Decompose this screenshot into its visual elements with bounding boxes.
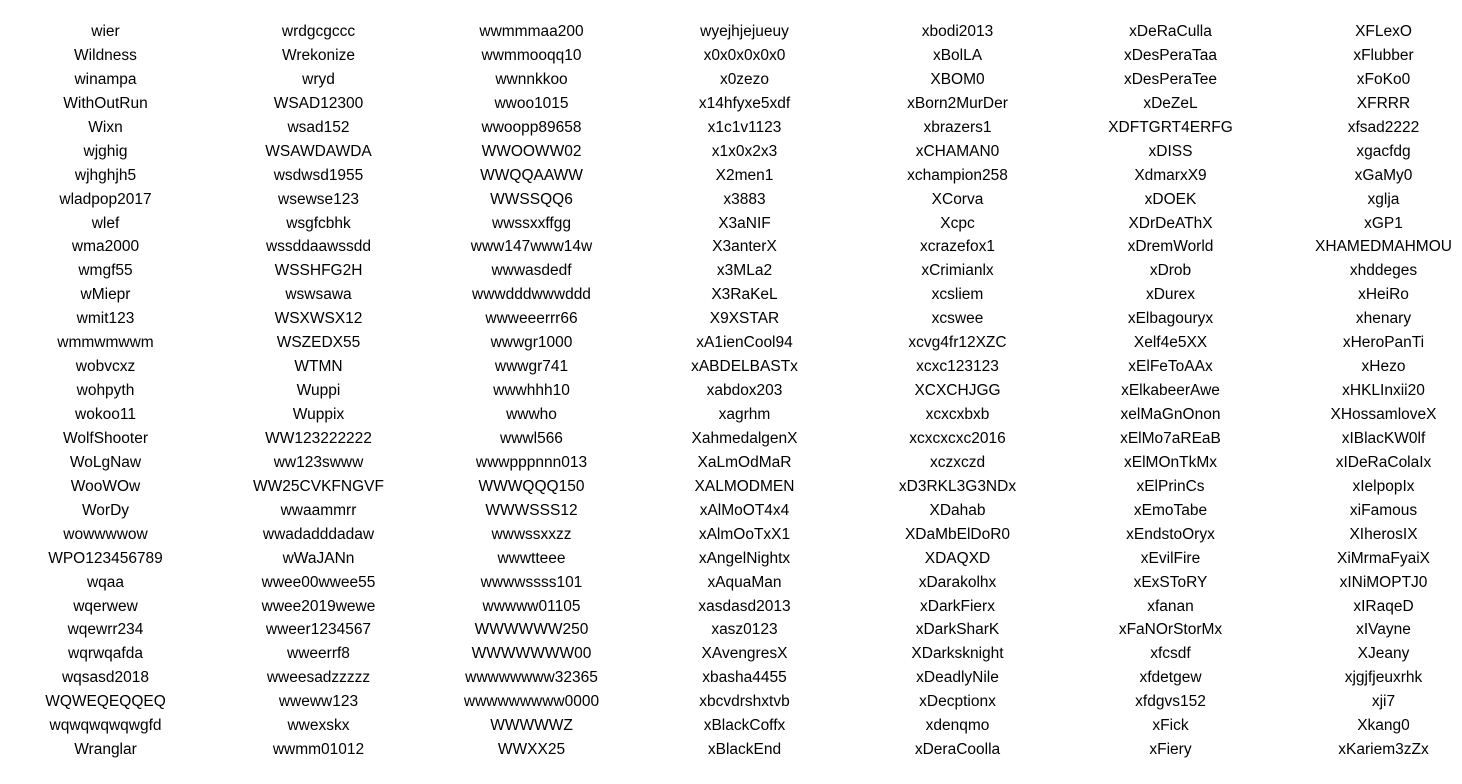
cell-text: wWaJANn: [282, 549, 355, 567]
cell-text: xDecptionx: [919, 693, 996, 711]
cell-text: xhddeges: [1349, 262, 1418, 280]
cell-text: xdenqmo: [925, 717, 990, 735]
cell-text: xfsad2222: [1347, 118, 1420, 136]
cell-text: WWWWWWW00: [471, 645, 592, 663]
cell-text: xBlackEnd: [707, 741, 782, 759]
cell-text: WWSSQQ6: [490, 190, 573, 208]
cell-text: xHezo: [1361, 358, 1406, 376]
cell-text: XdmarxX9: [1134, 166, 1207, 184]
cell-text: xDISS: [1148, 142, 1193, 160]
cell-text: XCXCHJGG: [914, 382, 1001, 400]
cell-text: wwmmmaa200: [479, 23, 584, 40]
cell-text: xEvilFire: [1140, 549, 1201, 567]
cell-text: wwwasdedf: [491, 262, 572, 280]
column-1: [0, 20, 212, 762]
cell-text: xDarkFierx: [920, 597, 995, 615]
cell-text: x0zezo: [719, 70, 770, 88]
cell-text: wladpop2017: [59, 190, 152, 208]
cell-text: WithOutRun: [63, 94, 148, 112]
cell-text: XDrDeAThX: [1128, 214, 1213, 232]
cell-text: xasz0123: [711, 621, 778, 639]
cell-text: wsad152: [287, 118, 350, 136]
cell-text: xAlMoOT4x4: [699, 501, 790, 519]
cell-text: xGP1: [1364, 214, 1403, 232]
cell-text: xINiMOPTJ0: [1339, 573, 1428, 591]
cell-text: XiMrmaFyaiX: [1336, 549, 1430, 567]
cell-text: WoLgNaw: [69, 453, 142, 471]
cell-text: xDesPeraTee: [1123, 70, 1218, 88]
cell-text: wwee2019wewe: [261, 597, 376, 615]
cell-text: xFaNOrStorMx: [1118, 621, 1223, 639]
cell-text: wwwwwwww32365: [465, 669, 598, 687]
cell-text: wqewrr234: [67, 621, 144, 639]
cell-text: x3MLa2: [716, 262, 773, 280]
cell-text: wma2000: [71, 238, 140, 256]
cell-text: wwexskx: [287, 717, 350, 735]
cell-text: xAquaMan: [707, 573, 782, 591]
cell-text: wqrwqafda: [68, 645, 143, 663]
cell-text: xDesPeraTaa: [1123, 46, 1218, 64]
cell-text: XDFTGRT4ERFG: [1108, 118, 1233, 136]
cell-text: XCorva: [931, 190, 984, 208]
cell-text: winampa: [74, 70, 137, 88]
cell-text: xji7: [1371, 693, 1396, 711]
cell-text: xDarakolhx: [918, 573, 997, 591]
cell-text: Wuppix: [292, 406, 345, 423]
column-6: [1064, 20, 1277, 762]
cell-text: xDOEK: [1144, 190, 1197, 208]
cell-text: xBlackCoffx: [703, 717, 786, 735]
cell-text: wweww123: [278, 693, 359, 711]
cell-text: xIBlacKW0lf: [1341, 429, 1426, 447]
cell-text: XAvengresX: [701, 645, 788, 663]
cell-text: xcsliem: [931, 286, 984, 304]
cell-text: WTMN: [294, 358, 343, 376]
cell-text: WQWEQEQQEQ: [45, 693, 166, 711]
cell-text: wwwdddwwwddd: [472, 286, 591, 304]
cell-text: xcxc123123: [916, 358, 999, 376]
cell-text: xcswee: [931, 310, 984, 328]
cell-text: xhenary: [1355, 310, 1412, 328]
cell-text: xIVayne: [1356, 621, 1411, 639]
cell-text: xElPrinCs: [1136, 477, 1205, 495]
cell-text: xcxcxbxb: [925, 406, 990, 423]
cell-text: X2men1: [715, 166, 774, 184]
cell-text: xDeraCoolla: [914, 741, 1001, 759]
cell-text: XDaMbElDoR0: [904, 525, 1011, 543]
cell-text: xfcsdf: [1150, 645, 1191, 663]
cell-text: X9XSTAR: [709, 310, 780, 328]
cell-text: Wrekonize: [282, 46, 355, 64]
cell-text: xElbagouryx: [1127, 310, 1214, 328]
cell-text: Wildness: [74, 46, 137, 64]
cell-text: xagrhm: [718, 406, 771, 423]
cell-text: wwoo1015: [494, 94, 569, 112]
cell-text: xbodi2013: [921, 23, 994, 40]
cell-text: xjgjfjeuxrhk: [1344, 669, 1423, 687]
cell-text: wqaa: [86, 573, 125, 591]
cell-text: wwwgr741: [494, 358, 569, 376]
cell-text: xAngelNightx: [698, 549, 791, 567]
cell-text: xasdasd2013: [698, 597, 791, 615]
cell-text: WSXWSX12: [274, 310, 363, 328]
cell-text: xbcvdrshxtvb: [699, 693, 790, 711]
column-5: [851, 20, 1064, 762]
cell-text: X3anterX: [712, 238, 777, 256]
cell-text: xAlmOoTxX1: [698, 525, 791, 543]
cell-text: WooWOw: [70, 477, 141, 495]
cell-text: X3RaKeL: [711, 286, 778, 304]
cell-text: wwwho: [506, 406, 557, 423]
cell-text: x0x0x0x0x0: [703, 46, 786, 64]
cell-text: xKariem3zZx: [1338, 741, 1429, 759]
cell-text: wwwgr1000: [490, 334, 573, 352]
cell-text: wohpyth: [76, 382, 135, 400]
cell-text: wwwl566: [500, 429, 563, 447]
cell-text: xElFeToAAx: [1128, 358, 1213, 376]
cell-text: xglja: [1367, 190, 1400, 208]
cell-text: xIRaqeD: [1353, 597, 1414, 615]
cell-text: xfanan: [1147, 597, 1194, 615]
cell-text: xElkabeerAwe: [1121, 382, 1220, 400]
cell-text: wssddaawssdd: [265, 238, 372, 256]
cell-text: wsewse123: [278, 190, 359, 208]
cell-text: wwwhhh10: [493, 382, 570, 400]
cell-text: wwaammrr: [280, 501, 357, 519]
cell-text: wlef: [91, 214, 120, 232]
cell-text: wwweeerrr66: [485, 310, 578, 328]
cell-text: xcrazefox1: [920, 238, 995, 256]
cell-text: Wixn: [88, 118, 123, 136]
cell-text: xHeiRo: [1358, 286, 1409, 304]
cell-text: wyejhjejueuy: [700, 23, 789, 40]
cell-text: xiFamous: [1349, 501, 1418, 519]
cell-text: wweer1234567: [265, 621, 372, 639]
cell-text: xCrimianlx: [921, 262, 994, 280]
cell-text: wswsawa: [285, 286, 352, 304]
cell-text: XFLexO: [1355, 23, 1412, 40]
cell-text: xHKLInxii20: [1342, 382, 1425, 400]
cell-text: wwee00wwee55: [261, 573, 376, 591]
cell-text: WWWWWZ: [490, 717, 573, 735]
cell-text: xD3RKL3G3NDx: [898, 477, 1017, 495]
cell-text: wqsasd2018: [61, 669, 150, 687]
cell-text: xelMaGnOnon: [1120, 406, 1221, 423]
cell-text: xDremWorld: [1127, 238, 1214, 256]
cell-text: xfdgvs152: [1135, 693, 1206, 711]
cell-text: xEmoTabe: [1133, 501, 1208, 519]
cell-text: Wuppi: [296, 382, 341, 400]
cell-text: Xkang0: [1357, 717, 1410, 735]
cell-text: XFRRR: [1356, 94, 1411, 112]
cell-text: wwwwssss101: [480, 573, 583, 591]
cell-text: xcvg4fr12XZC: [908, 334, 1007, 352]
cell-text: xfdetgew: [1139, 669, 1202, 687]
cell-text: wwssxxffgg: [492, 214, 571, 232]
cell-text: xEndstoOryx: [1126, 525, 1215, 543]
cell-text: WWWSSS12: [485, 501, 578, 519]
cell-text: xFiery: [1149, 741, 1192, 759]
cell-text: WSSHFG2H: [274, 262, 363, 280]
cell-text: wwmm01012: [272, 741, 365, 759]
cell-text: xczxczd: [929, 453, 986, 471]
cell-text: XHossamloveX: [1330, 406, 1437, 423]
cell-text: xabdox203: [706, 382, 783, 400]
cell-text: WPO123456789: [48, 549, 163, 567]
cell-text: Wranglar: [74, 741, 137, 759]
cell-text: xcxcxcxc2016: [909, 429, 1006, 447]
cell-text: wsgfcbhk: [286, 214, 351, 232]
column-7: [1277, 20, 1462, 762]
cell-text: xIDeRaColaIx: [1335, 453, 1432, 471]
cell-text: wjhghjh5: [74, 166, 137, 184]
column-3: [425, 20, 638, 762]
cell-text: wqwqwqwqwgfd: [49, 717, 162, 735]
cell-text: xDeZeL: [1143, 94, 1198, 112]
cell-text: x1c1v1123: [707, 118, 782, 136]
cell-text: xDeRaCulla: [1129, 23, 1212, 40]
cell-text: xExSToRY: [1133, 573, 1208, 591]
cell-text: xBorn2MurDer: [907, 94, 1008, 112]
cell-text: Xelf4e5XX: [1133, 334, 1208, 352]
cell-text: wweerrf8: [287, 645, 350, 663]
cell-text: XBOM0: [930, 70, 985, 88]
cell-text: wmgf55: [78, 262, 133, 280]
cell-text: wwwtteee: [497, 549, 566, 567]
cell-text: xA1ienCool94: [696, 334, 793, 352]
cell-text: xFlubber: [1353, 46, 1414, 64]
cell-text: wier: [91, 23, 120, 40]
cell-text: Xcpc: [940, 214, 975, 232]
cell-text: xchampion258: [907, 166, 1008, 184]
cell-text: wwoopp89658: [481, 118, 582, 136]
cell-text: xbrazers1: [923, 118, 992, 136]
cell-text: WSAWDAWDA: [265, 142, 372, 160]
cell-text: xBolLA: [932, 46, 983, 64]
cell-text: xABDELBASTx: [691, 358, 798, 376]
cell-text: xbasha4455: [702, 669, 787, 687]
cell-text: xDeadlyNile: [916, 669, 999, 687]
cell-text: xFoKo0: [1356, 70, 1411, 88]
cell-text: xgacfdg: [1356, 142, 1411, 160]
cell-text: wokoo11: [75, 406, 136, 423]
cell-text: wwnnkkoo: [495, 70, 568, 88]
cell-text: x3883: [723, 190, 766, 208]
cell-text: wwwww01105: [482, 597, 581, 615]
cell-text: wwwpppnnn013: [475, 453, 588, 471]
cell-text: wwmmooqq10: [481, 46, 582, 64]
cell-text: xDarkSharK: [915, 621, 1000, 639]
cell-text: XALMODMEN: [694, 477, 795, 495]
cell-text: wsdwsd1955: [273, 166, 364, 184]
cell-text: XDAQXD: [924, 549, 991, 567]
cell-text: WW123222222: [265, 429, 372, 447]
cell-text: wryd: [302, 70, 335, 88]
cell-text: XahmedalgenX: [691, 429, 798, 447]
cell-text: xFick: [1152, 717, 1189, 735]
name-grid: [0, 20, 1462, 762]
column-2: [212, 20, 425, 762]
cell-text: WWQQAAWW: [480, 166, 583, 184]
cell-text: WWWQQQ150: [478, 477, 585, 495]
cell-text: XDarksknight: [911, 645, 1004, 663]
cell-text: wqerwew: [73, 597, 138, 615]
cell-text: wwadadddadaw: [262, 525, 375, 543]
cell-text: X3aNIF: [718, 214, 771, 232]
cell-text: x1x0x2x3: [711, 142, 778, 160]
cell-text: xElMOnTkMx: [1124, 453, 1217, 471]
cell-text: wwwssxxzz: [491, 525, 572, 543]
cell-text: XJeany: [1357, 645, 1410, 663]
column-4: [638, 20, 851, 762]
cell-text: www147www14w: [470, 238, 593, 256]
cell-text: WWXX25: [497, 741, 566, 759]
cell-text: wweesadzzzzz: [266, 669, 371, 687]
cell-text: wwwwwwwww0000: [463, 693, 600, 711]
cell-text: WSZEDX55: [276, 334, 361, 352]
cell-text: xGaMy0: [1354, 166, 1413, 184]
cell-text: WolfShooter: [62, 429, 148, 447]
cell-text: wmit123: [76, 310, 135, 328]
cell-text: wrdgcgccc: [281, 23, 356, 40]
cell-text: XaLmOdMaR: [697, 453, 792, 471]
cell-text: WorDy: [81, 501, 130, 519]
cell-text: xElMo7aREaB: [1120, 429, 1221, 447]
cell-text: wMiepr: [80, 286, 131, 304]
cell-text: xHeroPanTi: [1342, 334, 1425, 352]
cell-text: XHAMEDMAHMOU: [1315, 238, 1452, 256]
cell-text: xCHAMAN0: [915, 142, 1000, 160]
cell-text: XIherosIX: [1349, 525, 1418, 543]
cell-text: ww123swww: [273, 453, 364, 471]
cell-text: wmmwmwwm: [57, 334, 154, 352]
cell-text: wowwwwow: [63, 525, 148, 543]
cell-text: WWWWWW250: [474, 621, 589, 639]
cell-text: xIelpopIx: [1352, 477, 1415, 495]
cell-text: WSAD12300: [273, 94, 364, 112]
cell-text: xDurex: [1145, 286, 1196, 304]
cell-text: WWOOWW02: [481, 142, 582, 160]
cell-text: wobvcxz: [75, 358, 136, 376]
cell-text: WW25CVKFNGVF: [253, 477, 384, 495]
cell-text: x14hfyxe5xdf: [698, 94, 791, 112]
cell-text: XDahab: [929, 501, 986, 519]
cell-text: xDrob: [1149, 262, 1192, 280]
cell-text: wjghig: [83, 142, 128, 160]
